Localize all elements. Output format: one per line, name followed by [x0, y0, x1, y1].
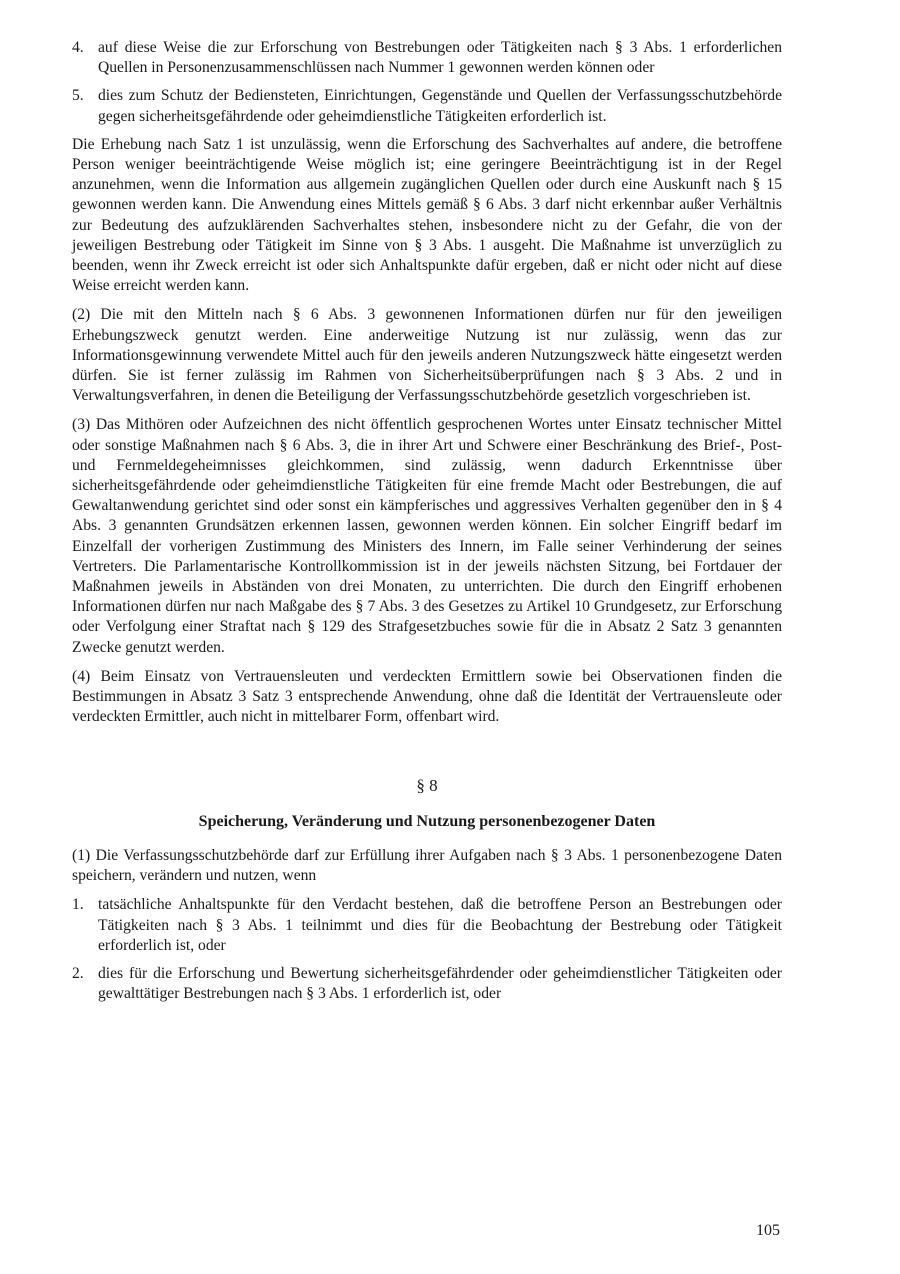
list-item — [72, 38, 782, 78]
list-item — [72, 964, 782, 1004]
page-number: 105 — [756, 1222, 780, 1239]
page-body — [72, 38, 782, 1012]
list-number: 2. — [72, 964, 84, 982]
section-title: Speicherung, Veränderung und Nutzung personenbezogener Daten — [198, 812, 656, 830]
paragraph-4: (4) Beim Einsatz von Vertrauensleuten und verdeckten Ermittlern sowie bei Observationen finden die Bestimmungen in Absatz 3 Satz 3 entsprechende Anwendung, ohne daß die Identität der Vertrauensleute oder verdeckten Ermittler, auch nicht in mittelbarer Form, offenbart wird. — [72, 667, 782, 726]
list-text: dies zum Schutz der Bediensteten, Einrichtungen, Gegenstände und Quellen der Verfassungsschutzbehörde gegen sicherheitsgefährdende oder geheimdienstliche Tätigkeiten erforderlich ist. — [98, 87, 782, 125]
list-text: auf diese Weise die zur Erforschung von Bestrebungen oder Tätigkeiten nach § 3 Abs. 1 erforderlichen Quellen in Personenzusammenschlüssen nach Nummer 1 gewonnen werden können oder — [98, 39, 782, 77]
list-item — [72, 895, 782, 956]
list-number: 5. — [72, 87, 84, 105]
section-symbol: § 8 — [416, 775, 438, 795]
list-text: tatsächliche Anhaltspunkte für den Verdacht bestehen, daß die betroffene Person an Bestrebungen oder Tätigkeiten nach § 3 Abs. 1 teilnimmt und dies für die Beobachtung der Bestrebung oder Tätigkeit erforderlich ist, oder — [98, 896, 782, 954]
paragraph-3: (3) Das Mithören oder Aufzeichnen des nicht öffentlich gesprochenen Wortes unter Einsatz technischer Mittel oder sonstige Maßnahmen nach § 6 Abs. 3, die in ihrer Art und Schwere einer Beschränkung des Brief-, Post- und Fernmeldegeheimnisses gleichkommen, sind zulässig, wenn dadurch Erkenntnisse über sicherheitsgefährdende oder geheimdienstliche Tätigkeiten für eine fremde Macht oder Bestrebungen, die auf Gewaltanwendung gerichtet sind oder sonst ein kämpferisches und aggressives Verhalten gegenüber den in § 4 Abs. 3 genannten Grundsätzen erkennen lassen, gewonnen werden können. Ein solcher Eingriff bedarf im Einzelfall der vorherigen Zustimmung des Ministers des Innern, im Falle seiner Verhinderung der seines Vertreters. Die Parlamentarische Kontrollkommission ist in der jeweils nächsten Sitzung, bei Fortdauer der Maßnahmen jeweils in Abständen von drei Monaten, zu unterrichten. Die durch den Eingriff erhobenen Informationen dürfen nur nach Maßgabe des § 7 Abs. 3 des Gesetzes zu Artikel 10 Grundgesetz, zur Erforschung oder Verfolgung einer Straftat nach § 129 des Strafgesetzbuches sowie für die in Absatz 2 Satz 3 genannten Zwecke genutzt werden. — [72, 416, 782, 656]
list-text: dies für die Erforschung und Bewertung sicherheitsgefährdender oder geheimdienstlicher Tätigkeiten oder gewalttätiger Bestrebungen nach § 3 Abs. 1 erforderlich ist, oder — [98, 964, 782, 1003]
list-number: 4. — [72, 39, 84, 56]
section-intro: (1) Die Verfassungsschutzbehörde darf zur Erfüllung ihrer Aufgaben nach § 3 Abs. 1 personenbezogene Daten speichern, verändern und nutzen, wenn — [72, 846, 782, 885]
paragraph: Die Erhebung nach Satz 1 ist unzulässig, wenn die Erforschung des Sachverhaltes auf andere, die betroffene Person weniger beeinträchtigende Weise möglich ist; eine geringere Beeinträchtigung ist in der Regel anzunehmen, wenn die Information aus allgemein zugänglichen Quellen oder durch eine Auskunft nach § 15 gewonnen werden kann. Die Anwendung eines Mittels gemäß § 6 Abs. 3 darf nicht erkennbar außer Verhältnis zur Bedeutung des aufzuklärenden Sachverhaltes stehen, insbesondere nicht zu der Gefahr, die von der jeweiligen Bestrebung oder Tätigkeit im Sinne von § 3 Abs. 1 ausgeht. Die Maßnahme ist unverzüglich zu beenden, wenn ihr Zweck erreicht ist oder sich Anhaltspunkte dafür ergeben, daß er nicht oder nicht auf diese Weise erreicht werden kann. — [72, 135, 782, 295]
list-item — [72, 86, 782, 126]
list-number: 1. — [72, 896, 84, 914]
paragraph-2: (2) Die mit den Mitteln nach § 6 Abs. 3 gewonnenen Informationen dürfen nur für den jeweiligen Erhebungszweck genutzt werden. Eine anderweitige Nutzung ist nur zulässig, wenn das zur Informationsgewinnung verwendete Mittel auch für den jeweils anderen Nutzungszweck hätte eingesetzt werden dürfen. Sie ist ferner zulässig im Rahmen von Sicherheitsüberprüfungen nach § 3 Abs. 2 und in Verwaltungsverfahren, in denen die Beteiligung der Verfassungsschutzbehörde gesetzlich vorgeschrieben ist. — [72, 306, 782, 405]
